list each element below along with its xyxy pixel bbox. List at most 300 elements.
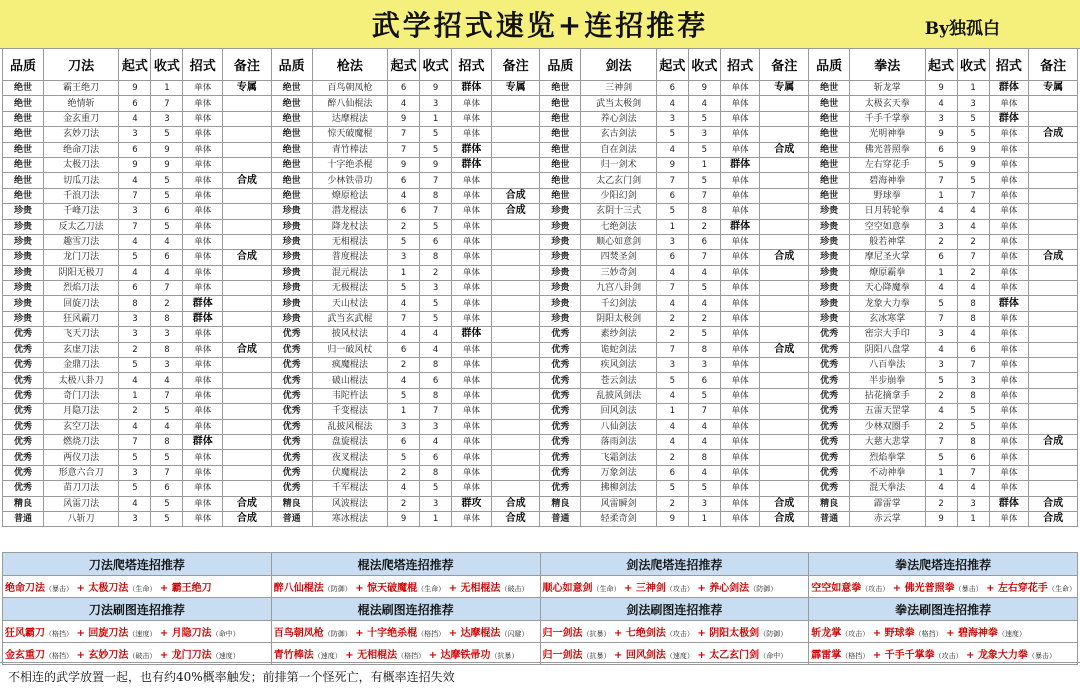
- qiang-end-value-cell: 1: [420, 111, 452, 126]
- quan-quality-cell: 优秀: [809, 481, 850, 496]
- qiang-end-value-cell: 8: [420, 465, 452, 480]
- type-header: 招式: [989, 49, 1029, 81]
- dao-type-cell: 单体: [183, 81, 223, 96]
- jian-type-cell: 单体: [720, 296, 760, 311]
- qiang-skill-name-cell: 潜龙棍法: [312, 204, 388, 219]
- quan-start-value-cell: 4: [925, 481, 957, 496]
- quan-end-value-cell: 4: [957, 204, 989, 219]
- jian-skill-name-cell: 养心剑法: [581, 111, 657, 126]
- dao-end-value-cell: 5: [151, 127, 183, 142]
- combo-skill: 养心剑法: [709, 583, 750, 594]
- quality-header: 品质: [3, 49, 44, 81]
- dao-quality-cell: 绝世: [3, 188, 44, 203]
- remark-header: 备注: [760, 49, 809, 81]
- quan-skill-name-cell: 般若神掌: [850, 234, 926, 249]
- quan-type-cell: 单体: [989, 142, 1029, 157]
- table-row: [3, 204, 1078, 219]
- quan-remark-cell: [1029, 96, 1078, 111]
- jian-end-value-cell: 1: [688, 157, 720, 172]
- jian-end-value-cell: 7: [688, 188, 720, 203]
- jian-quality-cell: 优秀: [540, 465, 581, 480]
- quan-end-value-cell: 6: [957, 342, 989, 357]
- jian-skill-name-cell: 疾风剑法: [581, 358, 657, 373]
- dao-type-cell: 单体: [183, 496, 223, 511]
- quan-quality-cell: 优秀: [809, 342, 850, 357]
- quan-skill-name-cell: 千手千掌拳: [850, 111, 926, 126]
- quan-start-value-cell: 3: [925, 327, 957, 342]
- combo-skill: 狂风霸刀: [5, 628, 45, 639]
- jian-end-value-cell: 5: [688, 327, 720, 342]
- quan-type-cell: 单体: [989, 311, 1029, 326]
- quan-end-value-cell: 7: [957, 465, 989, 480]
- plus-sign: +: [693, 628, 710, 639]
- jian-quality-cell: 绝世: [540, 96, 581, 111]
- qiang-start-value-cell: 1: [388, 404, 420, 419]
- jian-remark-cell: [760, 481, 809, 496]
- dao-name-header: 刀法: [43, 49, 119, 81]
- quality-header: 品质: [540, 49, 581, 81]
- dao-quality-cell: 绝世: [3, 111, 44, 126]
- dao-type-cell: 单体: [183, 204, 223, 219]
- plus-sign: +: [610, 650, 626, 661]
- qiang-quality-cell: 绝世: [271, 111, 312, 126]
- dao-remark-cell: [223, 265, 272, 280]
- quan-type-cell: 群体: [989, 496, 1029, 511]
- jian-start-value-cell: 2: [656, 450, 688, 465]
- dao-remark-cell: [223, 96, 272, 111]
- dao-type-cell: 单体: [183, 111, 223, 126]
- jian-skill-name-cell: 素纱剑法: [581, 327, 657, 342]
- dao-skill-name-cell: 玄妙刀法: [43, 127, 119, 142]
- quan-skill-name-cell: 赤云掌: [850, 511, 926, 526]
- dao-skill-name-cell: 金鼎刀法: [43, 358, 119, 373]
- combo-skill-tag: 速度: [320, 652, 335, 660]
- quality-header: 品质: [271, 49, 312, 81]
- quan-remark-cell: [1029, 419, 1078, 434]
- qiang-start-value-cell: 2: [388, 358, 420, 373]
- qiang-start-value-cell: 2: [388, 496, 420, 511]
- quan-start-value-cell: 3: [925, 219, 957, 234]
- quan-quality-cell: 优秀: [809, 465, 850, 480]
- qiang-quality-cell: 普通: [271, 511, 312, 526]
- combo-skill: 太乙玄门剑: [709, 650, 760, 661]
- dao-type-cell: 单体: [183, 450, 223, 465]
- quan-remark-cell: [1029, 342, 1078, 357]
- quan-start-value-cell: 2: [925, 234, 957, 249]
- dao-start-value-cell: 9: [119, 157, 151, 172]
- quan-remark-cell: 合成: [1029, 511, 1078, 526]
- jian-remark-cell: 合成: [760, 142, 809, 157]
- quan-type-cell: 单体: [989, 157, 1029, 172]
- quan-start-value-cell: 6: [925, 142, 957, 157]
- quan-remark-cell: [1029, 373, 1078, 388]
- dao-type-cell: 单体: [183, 173, 223, 188]
- qiang-remark-cell: [491, 327, 540, 342]
- quan-start-value-cell: 3: [925, 111, 957, 126]
- jian-skill-name-cell: 八仙剑法: [581, 419, 657, 434]
- quan-type-cell: 单体: [989, 342, 1029, 357]
- dao-start-value-cell: 7: [119, 434, 151, 449]
- qiang-remark-cell: [491, 234, 540, 249]
- jian-end-value-cell: 5: [688, 111, 720, 126]
- qiang-remark-cell: [491, 342, 540, 357]
- qiang-skill-name-cell: 千变棍法: [312, 404, 388, 419]
- dao-end-value-cell: 3: [151, 111, 183, 126]
- qiang-end-value-cell: 9: [420, 81, 452, 96]
- table-row: [3, 496, 1078, 511]
- quan-type-cell: 单体: [989, 481, 1029, 496]
- quan-end-value-cell: 5: [957, 111, 989, 126]
- qiang-end-value-cell: 4: [420, 434, 452, 449]
- quan-end-value-cell: 8: [957, 434, 989, 449]
- qiang-skill-name-cell: 武当玄武棍: [312, 311, 388, 326]
- dao-quality-cell: 普通: [3, 511, 44, 526]
- quan-type-cell: 单体: [989, 511, 1029, 526]
- qiang-start-value-cell: 4: [388, 327, 420, 342]
- quan-type-cell: 单体: [989, 281, 1029, 296]
- quan-start-value-cell: 9: [925, 81, 957, 96]
- combo-skill-tag: 攻击: [848, 630, 863, 638]
- qiang-remark-cell: [491, 450, 540, 465]
- dao-quality-cell: 绝世: [3, 81, 44, 96]
- quan-end-value-cell: 5: [957, 419, 989, 434]
- dao-remark-cell: [223, 111, 272, 126]
- qiang-end-value-cell: 8: [420, 388, 452, 403]
- combo-skill: 醉八仙棍法: [273, 583, 324, 594]
- table-row: [3, 188, 1078, 203]
- quan-start-value-cell: 7: [925, 311, 957, 326]
- quan-start-value-cell: 6: [925, 250, 957, 265]
- quan-start-value-cell: 4: [925, 204, 957, 219]
- jian-type-cell: 单体: [720, 342, 760, 357]
- jian-remark-cell: [760, 327, 809, 342]
- qiang-end-value-cell: 5: [420, 142, 452, 157]
- qiang-end-value-cell: 9: [420, 157, 452, 172]
- jian-start-value-cell: 7: [656, 173, 688, 188]
- qiang-type-cell: 单体: [452, 419, 492, 434]
- dao-quality-cell: 绝世: [3, 127, 44, 142]
- plus-sign: +: [693, 650, 710, 661]
- dao-start-value-cell: 4: [119, 265, 151, 280]
- dao-start-value-cell: 5: [119, 358, 151, 373]
- combo-section-header: 拳法爬塔连招推荐: [809, 553, 1078, 576]
- jian-skill-name-cell: 轻柔奇剑: [581, 511, 657, 526]
- combo-chain: 百鸟朝凤枪（防御） + 十字绝杀棍（格挡） + 达摩棍法（闪避）: [271, 621, 540, 643]
- quan-skill-name-cell: 八百拳法: [850, 358, 926, 373]
- plus-sign: +: [73, 650, 89, 661]
- jian-skill-name-cell: 乱披风剑法: [581, 388, 657, 403]
- qiang-end-value-cell: 1: [420, 511, 452, 526]
- qiang-end-value-cell: 4: [420, 342, 452, 357]
- jian-type-cell: 单体: [720, 481, 760, 496]
- qiang-quality-cell: 优秀: [271, 419, 312, 434]
- jian-type-cell: 单体: [720, 188, 760, 203]
- start-header: 起式: [388, 49, 420, 81]
- quan-quality-cell: 绝世: [809, 157, 850, 172]
- table-row: [3, 434, 1078, 449]
- jian-quality-cell: 珍贵: [540, 204, 581, 219]
- dao-skill-name-cell: 龙门刀法: [43, 250, 119, 265]
- jian-remark-cell: [760, 265, 809, 280]
- plus-sign: +: [693, 583, 710, 594]
- combo-skill-tag: 抗暴: [589, 652, 604, 660]
- dao-skill-name-cell: 狂风霸刀: [43, 311, 119, 326]
- quan-end-value-cell: 7: [957, 188, 989, 203]
- start-header: 起式: [656, 49, 688, 81]
- dao-skill-name-cell: 千峰刀法: [43, 204, 119, 219]
- quan-skill-name-cell: 碧海神拳: [850, 173, 926, 188]
- jian-type-cell: 单体: [720, 234, 760, 249]
- dao-type-cell: 单体: [183, 250, 223, 265]
- dao-end-value-cell: 4: [151, 234, 183, 249]
- dao-end-value-cell: 9: [151, 157, 183, 172]
- qiang-end-value-cell: 5: [420, 311, 452, 326]
- dao-remark-cell: [223, 127, 272, 142]
- quan-skill-name-cell: 野球拳: [850, 188, 926, 203]
- quan-remark-cell: [1029, 219, 1078, 234]
- quan-skill-name-cell: 天心降魔拳: [850, 281, 926, 296]
- qiang-quality-cell: 优秀: [271, 404, 312, 419]
- quan-type-cell: 单体: [989, 250, 1029, 265]
- dao-quality-cell: 优秀: [3, 465, 44, 480]
- dao-skill-name-cell: 回旋刀法: [43, 296, 119, 311]
- jian-end-value-cell: 2: [688, 311, 720, 326]
- dao-remark-cell: [223, 419, 272, 434]
- quan-quality-cell: 优秀: [809, 388, 850, 403]
- quan-start-value-cell: 3: [925, 358, 957, 373]
- dao-start-value-cell: 3: [119, 465, 151, 480]
- quan-quality-cell: 珍贵: [809, 281, 850, 296]
- dao-skill-name-cell: 八斩刀: [43, 511, 119, 526]
- qiang-type-cell: 单体: [452, 450, 492, 465]
- combo-skill: 左右穿花手: [997, 583, 1048, 594]
- qiang-end-value-cell: 8: [420, 358, 452, 373]
- dao-type-cell: 群体: [183, 311, 223, 326]
- dao-type-cell: 单体: [183, 281, 223, 296]
- quan-end-value-cell: 9: [957, 142, 989, 157]
- jian-remark-cell: [760, 465, 809, 480]
- jian-type-cell: 单体: [720, 81, 760, 96]
- qiang-remark-cell: [491, 111, 540, 126]
- quan-quality-cell: 绝世: [809, 96, 850, 111]
- dao-start-value-cell: 4: [119, 419, 151, 434]
- jian-start-value-cell: 5: [656, 127, 688, 142]
- dao-remark-cell: [223, 434, 272, 449]
- dao-skill-name-cell: 霸王绝刀: [43, 81, 119, 96]
- combo-chain: 绝命刀法（暴击） + 太极刀法（生命） + 霸王绝刀: [3, 576, 272, 598]
- qiang-skill-name-cell: 破山棍法: [312, 373, 388, 388]
- dao-quality-cell: 优秀: [3, 419, 44, 434]
- qiang-start-value-cell: 6: [388, 342, 420, 357]
- dao-skill-name-cell: 两仪刀法: [43, 450, 119, 465]
- jian-type-cell: 单体: [720, 127, 760, 142]
- combo-skill: 七绝剑法: [625, 628, 666, 639]
- quan-start-value-cell: 2: [925, 419, 957, 434]
- dao-quality-cell: 优秀: [3, 373, 44, 388]
- jian-end-value-cell: 5: [688, 281, 720, 296]
- qiang-quality-cell: 优秀: [271, 358, 312, 373]
- dao-start-value-cell: 3: [119, 511, 151, 526]
- quan-type-cell: 群体: [989, 296, 1029, 311]
- quan-remark-cell: [1029, 358, 1078, 373]
- dao-remark-cell: 专属: [223, 81, 272, 96]
- quan-start-value-cell: 4: [925, 404, 957, 419]
- dao-start-value-cell: 2: [119, 404, 151, 419]
- quan-quality-cell: 优秀: [809, 450, 850, 465]
- dao-skill-name-cell: 玄虚刀法: [43, 342, 119, 357]
- jian-end-value-cell: 7: [688, 250, 720, 265]
- jian-start-value-cell: 5: [656, 373, 688, 388]
- qiang-type-cell: 单体: [452, 388, 492, 403]
- quan-end-value-cell: 1: [957, 511, 989, 526]
- combo-skill-tag: 攻击: [941, 652, 956, 660]
- dao-skill-name-cell: 苗刀刀法: [43, 481, 119, 496]
- combo-row: [3, 576, 1078, 598]
- quan-end-value-cell: 1: [957, 81, 989, 96]
- qiang-skill-name-cell: 披风杖法: [312, 327, 388, 342]
- qiang-type-cell: 单体: [452, 219, 492, 234]
- quan-quality-cell: 珍贵: [809, 219, 850, 234]
- combo-chain: 狂风霸刀（格挡） + 回旋刀法（速度） + 月隐刀法（命中）: [3, 621, 272, 643]
- combo-skill: 青竹棒法: [273, 650, 314, 661]
- dao-remark-cell: [223, 358, 272, 373]
- quan-end-value-cell: 8: [957, 388, 989, 403]
- qiang-type-cell: 单体: [452, 250, 492, 265]
- jian-start-value-cell: 9: [656, 511, 688, 526]
- jian-quality-cell: 珍贵: [540, 311, 581, 326]
- jian-start-value-cell: 7: [656, 281, 688, 296]
- qiang-start-value-cell: 1: [388, 265, 420, 280]
- combo-skill: 百鸟朝凤枪: [273, 628, 324, 639]
- end-header: 收式: [420, 49, 452, 81]
- quan-type-cell: 单体: [989, 219, 1029, 234]
- type-header: 招式: [183, 49, 223, 81]
- plus-sign: +: [445, 628, 461, 639]
- combo-skill: 碧海神拳: [957, 628, 998, 639]
- qiang-quality-cell: 珍贵: [271, 204, 312, 219]
- jian-quality-cell: 优秀: [540, 342, 581, 357]
- qiang-end-value-cell: 5: [420, 219, 452, 234]
- dao-skill-name-cell: 阴阳无极刀: [43, 265, 119, 280]
- dao-end-value-cell: 4: [151, 265, 183, 280]
- jian-remark-cell: [760, 127, 809, 142]
- dao-start-value-cell: 2: [119, 342, 151, 357]
- qiang-end-value-cell: 5: [420, 296, 452, 311]
- dao-end-value-cell: 5: [151, 219, 183, 234]
- start-header: 起式: [925, 49, 957, 81]
- qiang-type-cell: 单体: [452, 111, 492, 126]
- dao-skill-name-cell: 玄空刀法: [43, 419, 119, 434]
- dao-end-value-cell: 1: [151, 81, 183, 96]
- dao-remark-cell: [223, 327, 272, 342]
- jian-type-cell: 单体: [720, 173, 760, 188]
- jian-quality-cell: 珍贵: [540, 265, 581, 280]
- dao-end-value-cell: 8: [151, 342, 183, 357]
- quan-start-value-cell: 9: [925, 511, 957, 526]
- dao-quality-cell: 优秀: [3, 388, 44, 403]
- dao-quality-cell: 精良: [3, 496, 44, 511]
- combo-chain: 金玄重刀（格挡） + 玄妙刀法（破击） + 龙门刀法（速度）: [3, 643, 272, 665]
- qiang-quality-cell: 绝世: [271, 173, 312, 188]
- qiang-quality-cell: 绝世: [271, 157, 312, 172]
- combo-skill: 惊天破魔棍: [367, 583, 418, 594]
- quan-type-cell: 单体: [989, 419, 1029, 434]
- jian-remark-cell: 合成: [760, 342, 809, 357]
- table-row: [3, 81, 1078, 96]
- jian-skill-name-cell: 阴阳太极剑: [581, 311, 657, 326]
- jian-remark-cell: [760, 234, 809, 249]
- combo-skill-tag: 生命: [135, 585, 150, 593]
- quan-start-value-cell: 2: [925, 496, 957, 511]
- quan-skill-name-cell: 玄冰寒掌: [850, 311, 926, 326]
- qiang-skill-name-cell: 百鸟朝凤枪: [312, 81, 388, 96]
- jian-quality-cell: 普通: [540, 511, 581, 526]
- dao-type-cell: 单体: [183, 511, 223, 526]
- dao-quality-cell: 珍贵: [3, 281, 44, 296]
- quan-skill-name-cell: 太极玄天拳: [850, 96, 926, 111]
- jian-skill-name-cell: 万象剑法: [581, 465, 657, 480]
- qiang-type-cell: 单体: [452, 127, 492, 142]
- quan-start-value-cell: 5: [925, 296, 957, 311]
- jian-remark-cell: [760, 296, 809, 311]
- dao-start-value-cell: 5: [119, 481, 151, 496]
- dao-skill-name-cell: 金玄重刀: [43, 111, 119, 126]
- dao-start-value-cell: 4: [119, 496, 151, 511]
- quan-start-value-cell: 1: [925, 188, 957, 203]
- qiang-remark-cell: [491, 296, 540, 311]
- qiang-quality-cell: 绝世: [271, 96, 312, 111]
- dao-quality-cell: 珍贵: [3, 219, 44, 234]
- table-row: [3, 96, 1078, 111]
- dao-start-value-cell: 6: [119, 281, 151, 296]
- quan-quality-cell: 绝世: [809, 188, 850, 203]
- quan-skill-name-cell: 混天拳法: [850, 481, 926, 496]
- qiang-end-value-cell: 5: [420, 481, 452, 496]
- jian-start-value-cell: 6: [656, 81, 688, 96]
- qiang-remark-cell: 合成: [491, 188, 540, 203]
- footer-note: [0, 662, 1080, 690]
- dao-remark-cell: [223, 311, 272, 326]
- combo-skill-tag: 攻击: [868, 585, 883, 593]
- jian-start-value-cell: 6: [656, 188, 688, 203]
- combo-skill-tag: 格挡: [848, 652, 863, 660]
- quan-skill-name-cell: 佛光普照拳: [850, 142, 926, 157]
- jian-start-value-cell: 5: [656, 204, 688, 219]
- qiang-skill-name-cell: 韦陀杵法: [312, 388, 388, 403]
- qiang-skill-name-cell: 达摩棍法: [312, 111, 388, 126]
- jian-type-cell: 单体: [720, 404, 760, 419]
- dao-quality-cell: 珍贵: [3, 250, 44, 265]
- dao-end-value-cell: 6: [151, 481, 183, 496]
- qiang-skill-name-cell: 乱披风棍法: [312, 419, 388, 434]
- dao-quality-cell: 珍贵: [3, 311, 44, 326]
- dao-remark-cell: [223, 373, 272, 388]
- jian-quality-cell: 优秀: [540, 373, 581, 388]
- quan-skill-name-cell: 斩龙掌: [850, 81, 926, 96]
- qiang-start-value-cell: 4: [388, 296, 420, 311]
- combo-header-row: [3, 598, 1078, 621]
- dao-skill-name-cell: 奇门刀法: [43, 388, 119, 403]
- dao-quality-cell: 优秀: [3, 327, 44, 342]
- footer-text: 不相连的武学放置一起，也有约40%概率触发；前排第一个怪死亡，有概率连招失效: [8, 670, 455, 684]
- jian-start-value-cell: 1: [656, 404, 688, 419]
- jian-remark-cell: 合成: [760, 250, 809, 265]
- quan-type-cell: 单体: [989, 265, 1029, 280]
- jian-end-value-cell: 3: [688, 496, 720, 511]
- quan-end-value-cell: 4: [957, 281, 989, 296]
- plus-sign: +: [341, 650, 358, 661]
- combo-chain: 顺心如意剑（生命） + 三神剑（攻击） + 养心剑法（防御）: [540, 576, 809, 598]
